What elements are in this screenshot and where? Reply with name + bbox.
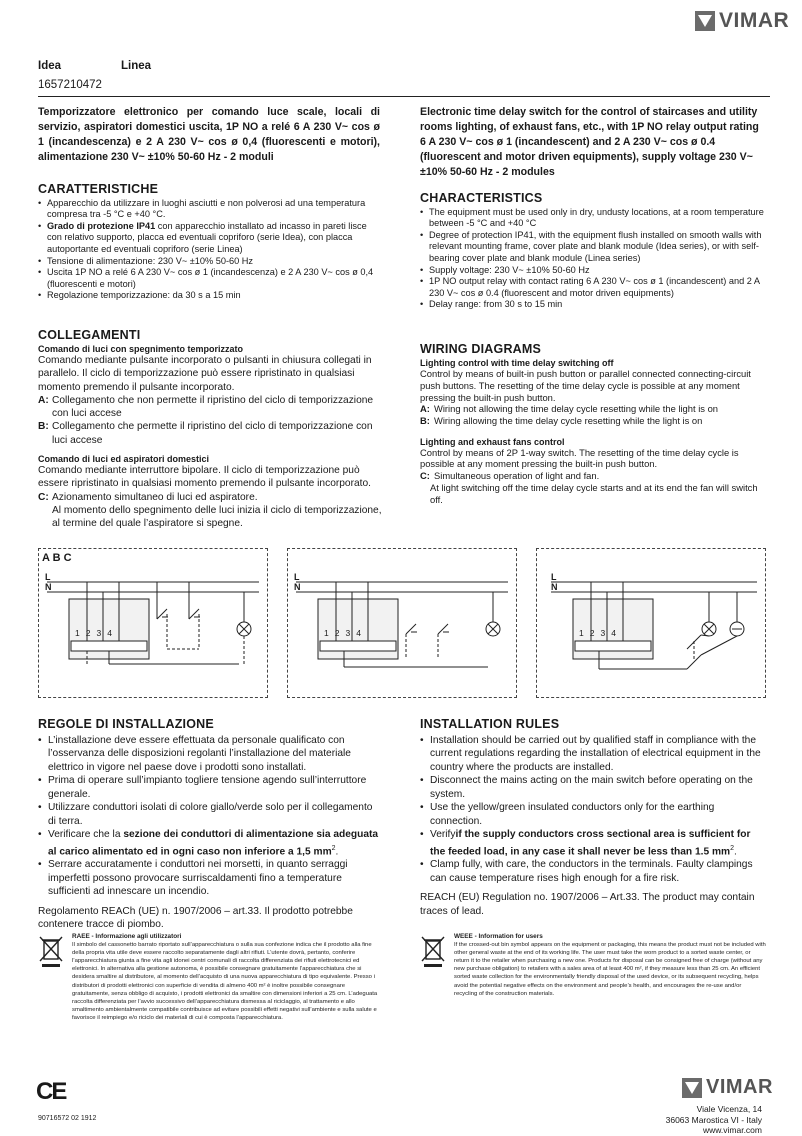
rules-en-item: • Installation should be carried out by qualified staff in compliance with the current regulations regarding the installation of electrical equipment in the country where the products are installed.	[420, 734, 766, 775]
diagram-b	[287, 548, 517, 698]
char-it-item: • Tensione di alimentazione: 230 V~ ±10% 50-60 Hz	[38, 256, 382, 268]
rules-it-item: • Utilizzare conduttori isolati di colore giallo/verde solo per il collegamento di terra.	[38, 801, 382, 828]
rules-en-sez-pre: Verify	[430, 829, 456, 840]
char-en-item: • 1P NO output relay with contact rating 6 A 230 V~ cos ø 1 (incandescent) and 2 A 230 V~ cos ø 0.4 (fluorescent and motor driven equipments)	[420, 276, 765, 299]
crossed-bin-icon	[420, 935, 446, 969]
weee-en-title: WEEE - Information for users	[454, 933, 543, 940]
char-it-item: • Regolazione temporizzazione: da 30 s a 15 min	[38, 290, 382, 302]
wiring-it-c	[38, 491, 382, 504]
brand-logo	[695, 9, 789, 33]
terminal-1: 1	[324, 628, 335, 638]
wiring-it-a-text: Collegamento che non permette il ripristino del ciclo di temporizzazione con luci accese	[52, 394, 374, 420]
rules-en-title: INSTALLATION RULES	[420, 717, 560, 731]
vimar-logo-icon	[695, 11, 715, 31]
wiring-en-b	[420, 415, 765, 427]
terminal-2: 2	[85, 628, 97, 638]
terminal-4: 4	[356, 628, 367, 638]
char-it-bold: Grado di protezione IP41	[47, 220, 156, 231]
rules-it-title: REGOLE DI INSTALLAZIONE	[38, 717, 214, 731]
char-it-text: con apparecchio installato ad incasso in pareti lisce con relativo supporto, placca ed eventuali copriforo (serie Idea), con placca autoportante ed eventuali copriforo (serie Linea)	[47, 220, 367, 254]
wiring-en-c-text: Simultaneous operation of light and fan.	[434, 470, 600, 482]
characteristics-en-title: CHARACTERISTICS	[420, 191, 543, 205]
wiring-it-a	[38, 394, 382, 421]
intro-it: Temporizzatore elettronico per comando luce scale, locali di servizio, aspiratori domestici uscita, 1P NO a relé 6 A 230 V~ cos ø 1 (incandescenza) e 2 A 230 V~ cos ø 0,4 (fluorescenti e motori), alimentazione 230 V~ ±10% 50-60 Hz - 2 moduli	[38, 106, 380, 163]
terminal-2: 2	[589, 628, 601, 638]
crossed-bin-icon	[38, 935, 64, 969]
wiring-it-c-text: Azionamento simultaneo di luci ed aspiratore.	[52, 491, 258, 503]
ce-mark: CE	[36, 1078, 66, 1105]
brand-name: VIMAR	[719, 9, 790, 32]
rules-it-sez-pre: Verificare che la	[48, 829, 124, 840]
diagram-b-wiring	[288, 549, 516, 697]
address-line-2: 36063 Marostica VI - Italy	[665, 1114, 762, 1125]
terminal-3: 3	[96, 628, 108, 638]
wiring-en-title: WIRING DIAGRAMS	[420, 342, 542, 356]
rules-en-item: • Use the yellow/green insulated conductors only for the earthing connection.	[420, 801, 766, 828]
website: www.vimar.com	[702, 1125, 762, 1135]
rules-it	[38, 718, 382, 932]
key-c: C:	[38, 491, 49, 503]
wiring-en-b-text: Wiring allowing the time delay cycle resetting while the light is on	[434, 414, 703, 426]
wiring-it-sub1: Comando di luci con spegnimento temporizzato	[38, 344, 244, 354]
reach-it: Regolamento REACh (UE) n. 1907/2006 – art.33. Il prodotto potrebbe contenere tracce di piombo.	[38, 905, 353, 931]
diagram-abc-label: A B C	[42, 552, 72, 564]
rules-en-item: • Disconnect the mains acting on the main switch before operating on the system.	[420, 774, 766, 801]
terminal-4: 4	[107, 628, 118, 638]
rules-en	[420, 718, 766, 918]
footer-logo	[682, 1076, 773, 1099]
weee-en	[454, 933, 766, 998]
char-it-item: • Uscita 1P NO a relé 6 A 230 V~ cos ø 1 (incandescenza) e 2 A 230 V~ cos ø 0,4 (fluorescenti e motori)	[38, 267, 382, 290]
weee-it-title: RAEE - Informazione agli utilizzatori	[72, 933, 182, 940]
weee-it	[72, 933, 384, 1022]
wiring-en	[420, 342, 765, 505]
char-en-item: • Supply voltage: 230 V~ ±10% 50-60 Hz	[420, 265, 765, 277]
wiring-en-text1: Control by means of built-in push button or parallel connected connecting-circuit push buttons. The resetting of the time delay cycle is possible at any moment pressing the built-in push button.	[420, 368, 751, 403]
key-b: B:	[420, 414, 430, 426]
line-n-label: N	[294, 582, 301, 592]
company-address	[666, 1104, 762, 1136]
key-b: B:	[38, 421, 49, 433]
product-code: 1657210472	[38, 79, 102, 91]
rules-it-item: • Serrare accuratamente i conduttori nei morsetti, in quanto serraggi imperfetti possono provocare surriscaldamenti fino a temperature sufficienti ad innescare un incendio.	[38, 858, 382, 899]
diagram-a	[38, 548, 268, 698]
terminal-4: 4	[611, 628, 622, 638]
wiring-it-text1: Comando mediante pulsante incorporato o pulsanti in chiusura collegati in parallelo. Il ciclo di temporizzazione può essere ripristinato in qualsiasi momento premendo il pulsante incorporato.	[38, 355, 372, 393]
char-it-item: • Apparecchio da utilizzare in luoghi asciutti e non polverosi ad una temperatura compresa tra -5 °C e +40 °C.	[38, 198, 382, 221]
series-linea: Linea	[121, 60, 152, 72]
rules-en-item: • Verifyif the supply conductors cross sectional area is sufficient for the feeded load, in any case it shall never be less than 1.5 $mm^2$.	[420, 828, 766, 858]
rules-en-sez-bold: if the supply conductors cross sectional area is sufficient for the feeded load, in any case it shall never be less than 1.5 mm	[430, 829, 751, 857]
line-l-label: L	[294, 572, 300, 582]
char-it-item	[38, 221, 382, 256]
series-idea: Idea	[38, 60, 62, 72]
wiring-it-b	[38, 420, 382, 447]
weee-it-text: Il simbolo del cassonetto barrato riportato sull’apparecchiatura o sulla sua confezione indica che il prodotto alla fine della propria vita utile deve essere raccolto separatamente dagli altri rifiuti. L’utente dovrà, pertanto, conferire l’apparecchiatura giunta a fine vita agli idonei centri comunali di raccolta differenziata dei rifiuti elettrotecnici ed elettronici. In alternativa alla gestione autonoma, è possibile consegnare gratuitamente l’apparecchiatura che si desidera smaltire al distributore, al momento dell’acquisto di una nuova apparecchiatura di tipo equivalente. Presso i distributori di prodotti elettronici con superficie di vendita di almeno 400 m² è inoltre possibile consegnare gratuitamente, senza obbligo di acquisto, i prodotti elettronici da smaltire con dimensioni inferiori a 25 cm. L’adeguata raccolta differenziata per l’avvio successivo dell’apparecchiatura dismessa al riciclaggio, al trattamento e allo smaltimento ambientalmente compatibile contribuisce ad evitare possibili effetti negativi sull’ambiente e sulla salute e favorisce il reimpiego e/o riciclo dei materiali di cui è composta l’apparecchiatura.	[72, 942, 378, 1021]
wiring-en-text2: Control by means of 2P 1-way switch. The resetting of the time delay cycle is possible at any moment pressing the built-in push button.	[420, 446, 739, 470]
wiring-it-sub2: Comando di luci ed aspiratori domestici	[38, 454, 210, 465]
line-l-label: L	[45, 572, 51, 582]
intro-en: Electronic time delay switch for the control of staircases and utility rooms lighting, of exhaust fans, etc., with 1P NO relay output rating 6 A 230 V~ cos ø 1 (incandescent) and 2 A 230 V~ cos ø 0.4 (fluorescent and motor driven equipments), supply voltage 230 V~ ±10% 50-60 Hz - 2 modules	[420, 106, 759, 178]
terminal-1: 1	[579, 628, 590, 638]
wiring-en-a-text: Wiring not allowing the time delay cycle resetting while the light is on	[434, 403, 718, 415]
wiring-en-c2: At light switching off the time delay cycle starts and at its end the fan will switch off.	[430, 481, 758, 505]
vimar-logo-icon	[682, 1078, 702, 1098]
key-a: A:	[420, 403, 430, 415]
key-c: C:	[420, 470, 430, 482]
characteristics-en	[420, 193, 765, 311]
terminal-2: 2	[334, 628, 346, 638]
wiring-en-c	[420, 470, 765, 482]
rules-en-sez-sup: 2	[730, 844, 734, 852]
char-en-item: • The equipment must be used only in dry, undusty locations, at a room temperature between -5 °C and +40 °C	[420, 207, 765, 230]
terminal-3: 3	[345, 628, 357, 638]
characteristics-it	[38, 184, 382, 302]
line-n-label: N	[551, 582, 558, 592]
header-divider	[38, 96, 770, 97]
wiring-it	[38, 328, 382, 531]
terminal-3: 3	[600, 628, 612, 638]
weee-en-text: If the crossed-out bin symbol appears on the equipment or packaging, this means the product must not be included with other general waste at the end of its working life. The user must take the worn product to a sorted waste center, or return it to the retailer when purchasing a new one. Products for disposal can be consigned free of charge (without any new purchase obligation) to retailers with a sales area of at least 400 m², if they measure less than 25 cm. An efficient sorted waste collection for the environmentally friendly disposal of the used device, or its subsequent recycling, helps avoid the potential negative effects on the environment and people’s health, and encourages the re-use and/or recycling of the construction materials.	[454, 942, 766, 997]
char-en-item: • Degree of protection IP41, with the equipment flush installed on smooth walls with relevant mounting frame, cover plate and blank module (Idea series), or with self-bearing cover plate and blank module (Linea series)	[420, 230, 765, 265]
rules-it-item: • Verificare che la sezione dei conduttori di alimentazione sia adeguata al carico alimentato ed in ogni caso non inferiore a 1,5 $mm^2$.	[38, 828, 382, 858]
address-line-1: Viale Vicenza, 14	[696, 1104, 762, 1114]
diagram-c-wiring	[537, 549, 765, 697]
key-a: A:	[38, 394, 49, 406]
brand-name: VIMAR	[706, 1076, 773, 1098]
wiring-en-a	[420, 403, 765, 415]
wiring-en-sub1: Lighting control with time delay switching off	[420, 358, 614, 368]
char-en-item: • Delay range: from 30 s to 15 min	[420, 299, 765, 311]
rules-en-item: • Clamp fully, with care, the conductors in the terminals. Faulty clampings can cause temperature rises high enough for a fire risk.	[420, 858, 766, 885]
wiring-en-sub2: Lighting and exhaust fans control	[420, 436, 565, 447]
terminal-1: 1	[75, 628, 86, 638]
rules-it-sez-bold: sezione dei conduttori di alimentazione sia adeguata al carico alimentato ed in ogni caso non inferiore a 1,5 mm	[48, 829, 379, 857]
line-n-label: N	[45, 582, 52, 592]
diagram-c	[536, 548, 766, 698]
reach-en: REACH (EU) Regulation no. 1907/2006 – Art.33. The product may contain traces of lead.	[420, 892, 755, 917]
line-l-label: L	[551, 572, 557, 582]
rules-it-item: • Prima di operare sull’impianto togliere tensione agendo sull’interruttore generale.	[38, 774, 382, 801]
doc-code: 90716572 02 1912	[38, 1115, 97, 1122]
terminal-numbers	[324, 628, 367, 638]
terminal-numbers	[75, 628, 118, 638]
terminal-numbers	[579, 628, 622, 638]
wiring-it-c2: Al momento dello spegnimento delle luci inizia il ciclo di temporizzazione, al termine del quale l’aspiratore si spegne.	[52, 504, 382, 530]
diagram-a-wiring	[39, 549, 267, 697]
rules-it-sez-sup: 2	[331, 844, 336, 852]
wiring-it-text2: Comando mediante interruttore bipolare. Il ciclo di temporizzazione può essere ripristinato in qualsiasi momento premendo il pulsante incorporato.	[38, 465, 371, 490]
wiring-it-b-text: Collegamento che permette il ripristino del ciclo di temporizzazione con luci accese	[52, 421, 373, 446]
wiring-it-title: COLLEGAMENTI	[38, 328, 141, 342]
rules-it-item: • L’installazione deve essere effettuata da personale qualificato con l’osservanza delle disposizioni regolanti l’installazione del materiale elettrico in vigore nel paese dove i prodotti sono installati.	[38, 734, 382, 775]
characteristics-it-title: CARATTERISTICHE	[38, 182, 159, 196]
